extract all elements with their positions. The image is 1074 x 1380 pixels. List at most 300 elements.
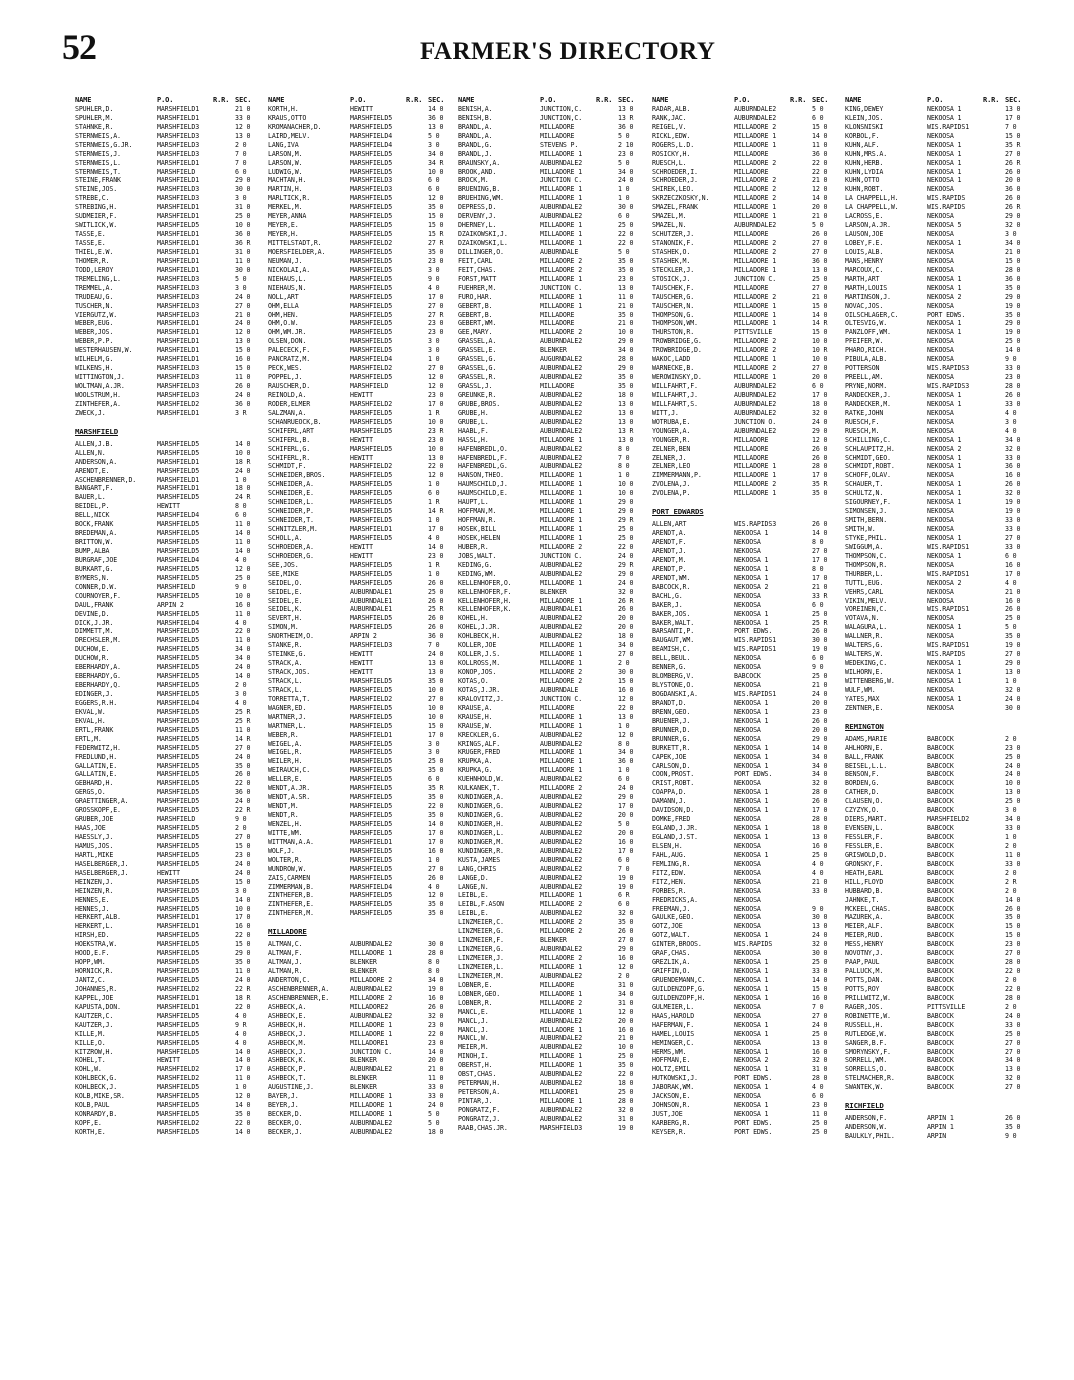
entry-po: AUBURNDALE1 xyxy=(350,587,393,596)
entry-po: MARSHFIELD5 xyxy=(350,676,393,685)
entry-po: NEKOOSA xyxy=(734,886,761,895)
entry-po: NEKOOSA 1 xyxy=(927,328,962,337)
directory-entry xyxy=(75,275,263,284)
entry-po: AUBURNDALE2 xyxy=(540,855,583,864)
entry-po: AUBURNDALE xyxy=(540,685,579,694)
entry-sec: 35 0 xyxy=(618,382,634,390)
entry-name: MEYER,H. xyxy=(268,230,299,239)
entry-po: NEKOOSA 1 xyxy=(734,743,769,752)
entry-name: LINZMEIER,L. xyxy=(458,962,504,971)
entry-po: MARSHFIELD5 xyxy=(350,685,393,694)
entry-po: AUBURNDALE2 xyxy=(540,1070,583,1079)
entry-name: HAABL,F. xyxy=(458,426,489,435)
entry-po: AUBURNDALE2 xyxy=(540,623,583,632)
entry-sec: 5 0 xyxy=(812,221,824,230)
entry-po: WIS.RAPIDS1 xyxy=(927,569,970,578)
entry-sec: 27 0 xyxy=(428,364,444,373)
entry-po: MARSHFIELD1 xyxy=(157,408,200,417)
entry-po: MARSHFIELD5 xyxy=(157,904,200,913)
entry-sec: 22 0 xyxy=(1005,984,1021,993)
directory-entry xyxy=(652,1021,840,1030)
directory-entry xyxy=(75,114,263,123)
entry-name: ROBINETTE,W. xyxy=(845,1011,891,1020)
entry-name: NIEHAUS,N. xyxy=(268,283,307,292)
entry-name: WALAGURA,L. xyxy=(845,623,888,632)
entry-po: BABCOCK xyxy=(927,1065,954,1074)
directory-entry xyxy=(268,958,456,967)
entry-po: MARSHFIELD5 xyxy=(350,256,393,265)
entry-name: KUHN,ROBT. xyxy=(845,185,884,194)
directory-entry xyxy=(268,570,456,579)
directory-entry xyxy=(75,726,263,735)
entry-sec: 2 0 xyxy=(1005,841,1017,850)
entry-sec: 15 0 xyxy=(235,346,251,355)
entry-name: WOTRUBA,E. xyxy=(652,417,691,426)
entry-sec: 24 0 xyxy=(1005,770,1021,779)
entry-po: MARSHFIELD5 xyxy=(350,444,393,453)
directory-entry xyxy=(75,194,263,203)
entry-sec: 14 0 xyxy=(812,743,828,752)
entry-po: NEKOOSA 1 xyxy=(927,435,962,444)
entry-sec: 34 0 xyxy=(235,645,251,654)
entry-po: AUBURNDALE2 xyxy=(734,399,777,408)
directory-entry xyxy=(268,985,456,994)
entry-po: NEKOOSA xyxy=(927,614,954,623)
entry-po: MARSHFIELD2 xyxy=(927,815,970,824)
directory-entry xyxy=(268,230,456,239)
directory-entry xyxy=(458,382,646,391)
entry-po: BABCOCK xyxy=(927,984,954,993)
directory-entry xyxy=(75,1030,263,1039)
header-rr: R.R. xyxy=(406,96,423,104)
directory-entry xyxy=(652,708,840,717)
entry-sec: 26 0 xyxy=(235,382,251,390)
entry-po: MARSHFIELD3 xyxy=(157,122,200,131)
entry-po: MARSHFIELD5 xyxy=(350,819,393,828)
directory-entry xyxy=(75,949,263,958)
directory-entry xyxy=(652,985,840,994)
entry-name: SPUHLER,D. xyxy=(75,104,114,113)
entry-po: NEKOOSA 2 xyxy=(734,1056,769,1065)
entry-sec: 1 0 xyxy=(428,355,440,364)
entry-sec: 28 0 xyxy=(812,462,828,471)
entry-po: NEKOOSA 1 xyxy=(927,158,962,167)
directory-entry xyxy=(652,150,840,159)
entry-po: NEKOOSA 1 xyxy=(927,149,962,158)
entry-sec: 11 0 xyxy=(812,1110,828,1119)
entry-po: BABCOCK xyxy=(927,1074,954,1083)
entry-po: BABCOCK xyxy=(927,824,954,833)
entry-name: GOTZ,WALT. xyxy=(652,931,691,940)
entry-name: VIERGUTZ,W. xyxy=(75,310,118,319)
entry-sec: 23 0 xyxy=(428,256,444,265)
entry-name: SCHROEDER,J. xyxy=(652,176,698,185)
entry-po: BABCOCK xyxy=(927,1020,954,1029)
directory-entry xyxy=(268,838,456,847)
entry-sec: 8 0 xyxy=(235,502,247,511)
entry-po: AUBURNDALE2 xyxy=(350,984,393,993)
entry-name: WEIRAUCH,C. xyxy=(268,766,311,775)
directory-entry xyxy=(845,471,1033,480)
entry-po: MARSHFIELD5 xyxy=(157,221,200,230)
directory-entry xyxy=(845,480,1033,489)
entry-sec: 36 0 xyxy=(235,399,251,408)
directory-entry xyxy=(268,722,456,731)
directory-entry xyxy=(75,547,263,556)
entry-sec: 12 0 xyxy=(428,373,444,382)
entry-name: ZINTHEFER,A. xyxy=(75,399,121,408)
entry-name: KOPF,E. xyxy=(75,1119,102,1127)
entry-name: NOVOTNY,J. xyxy=(845,949,884,958)
entry-name: WITTINGTON,J. xyxy=(75,373,125,382)
entry-po: AUBURNDALE2 xyxy=(540,873,583,882)
entry-name: KOHEL,H. xyxy=(458,614,489,623)
entry-name: HORNICK,R. xyxy=(75,967,114,976)
entry-sec: 25 0 xyxy=(618,221,634,230)
directory-entry xyxy=(75,788,263,797)
entry-name: PONGRATZ,J. xyxy=(458,1114,501,1123)
entry-po: MILLADORE 1 xyxy=(540,1097,583,1105)
entry-sec: 7 0 xyxy=(618,453,630,462)
entry-po: NEKOOSA xyxy=(927,516,954,525)
entry-name: SORRELL,WM. xyxy=(845,1056,888,1065)
entry-sec: 3 0 xyxy=(235,194,247,203)
entry-po: NEKOOSA xyxy=(734,734,761,743)
directory-entry xyxy=(75,150,263,159)
entry-sec: 5 0 xyxy=(235,274,247,283)
entry-name: MACHTAN,H. xyxy=(268,176,307,185)
entry-po: MILLADORE 1 xyxy=(540,194,583,203)
directory-entry xyxy=(458,1079,646,1088)
entry-po: NEKOOSA xyxy=(927,471,954,480)
entry-sec: 8 0 xyxy=(428,958,440,967)
directory-entry xyxy=(652,159,840,168)
entry-sec: 27 0 xyxy=(812,283,828,292)
entry-sec: 25 R xyxy=(428,605,444,614)
column-header xyxy=(652,96,840,105)
entry-name: KRUPKA,A. xyxy=(458,757,493,766)
entry-sec: 21 0 xyxy=(618,1034,634,1043)
directory-entry xyxy=(268,194,456,203)
entry-name: TASSE,E. xyxy=(75,239,106,247)
entry-sec: 21 0 xyxy=(235,310,251,319)
entry-sec: 25 0 xyxy=(1005,337,1021,346)
directory-entry xyxy=(458,891,646,900)
entry-name: FREEMAN,J. xyxy=(652,904,691,913)
directory-entry xyxy=(652,427,840,436)
directory-entry xyxy=(268,1048,456,1057)
directory-entry xyxy=(652,364,840,373)
entry-name: KRAUSE,H. xyxy=(458,712,493,721)
entry-sec: 10 0 xyxy=(428,703,444,712)
entry-sec: 18 0 xyxy=(618,632,634,641)
entry-name: ZINTHEFER,E. xyxy=(268,900,314,909)
entry-sec: 31 0 xyxy=(618,980,634,989)
entry-po: MARSHFIELD3 xyxy=(157,364,200,373)
directory-entry xyxy=(458,391,646,400)
entry-sec: 23 0 xyxy=(812,1101,828,1110)
entry-sec: 27 0 xyxy=(812,547,828,555)
entry-sec: 19 0 xyxy=(1005,641,1021,650)
entry-po: MARSHFIELD1 xyxy=(157,913,200,922)
entry-name: MITTELSTADT,R. xyxy=(268,239,322,247)
entry-name: ASCHENBRENNER,A. xyxy=(268,984,330,993)
directory-entry xyxy=(268,311,456,320)
entry-sec: 27 0 xyxy=(812,247,828,256)
entry-po: MARSHFIELD5 xyxy=(350,578,393,587)
directory-entry xyxy=(845,1074,1033,1083)
entry-po: MARSHFIELD5 xyxy=(157,681,200,690)
entry-sec: 4 0 xyxy=(428,533,440,542)
directory-entry xyxy=(652,1083,840,1092)
entry-sec: 23 0 xyxy=(428,328,444,337)
entry-sec: 6 0 xyxy=(812,1092,824,1101)
entry-name: THIEL,E.W. xyxy=(75,247,114,256)
directory-entry xyxy=(652,645,840,654)
header-rr: R.R. xyxy=(213,96,230,104)
directory-entry xyxy=(458,561,646,570)
entry-sec: 10 0 xyxy=(618,1043,634,1052)
entry-name: FITZ,EDW. xyxy=(652,868,687,877)
directory-entry xyxy=(75,284,263,293)
entry-name: COAPPA,D. xyxy=(652,788,687,797)
directory-entry xyxy=(268,284,456,293)
directory-entry xyxy=(268,579,456,588)
entry-name: LINZMEIER,F. xyxy=(458,936,504,945)
entry-name: HAFENBREDL,G. xyxy=(458,462,508,471)
entry-name: THOMPSON,C. xyxy=(845,551,888,560)
entry-name: LOBEY,F.E. xyxy=(845,239,884,247)
entry-po: NEKOOSA xyxy=(927,185,954,194)
directory-entry xyxy=(75,176,263,185)
entry-po: MARSHFIELD5 xyxy=(157,841,200,850)
directory-entry xyxy=(652,547,840,556)
entry-sec: 19 0 xyxy=(618,873,634,882)
entry-sec: 29 0 xyxy=(235,949,251,958)
entry-name: EGLAND,J.ST. xyxy=(652,833,698,841)
entry-name: LANGE,D. xyxy=(458,873,489,882)
entry-name: ASHBECK,K. xyxy=(268,1056,307,1065)
entry-po: NEKOOSA 1 xyxy=(927,453,962,462)
directory-entry xyxy=(75,1101,263,1110)
entry-po: MARSHFIELD2 xyxy=(157,399,200,408)
entry-name: KUNDINGER,R. xyxy=(458,846,504,855)
entry-name: LUDWIG,W. xyxy=(268,167,303,176)
directory-entry xyxy=(75,1119,263,1128)
entry-po: PORT EDWS. xyxy=(734,1127,773,1136)
entry-sec: 21 0 xyxy=(235,104,251,113)
entry-sec: 20 0 xyxy=(618,811,634,819)
entry-name: BELL,NICK xyxy=(75,511,110,520)
entry-name: FREDLUND,H. xyxy=(75,752,118,761)
entry-sec: 26 0 xyxy=(428,623,444,632)
entry-name: ASHBECK,H. xyxy=(268,1020,307,1029)
entry-name: SCHANRUEOCK,B. xyxy=(268,417,322,426)
entry-sec: 34 0 xyxy=(618,989,634,998)
entry-name: RATKE,JOHN xyxy=(845,408,884,417)
entry-name: ALTMAN,R. xyxy=(268,967,303,976)
entry-po: AUBURNDALE2 xyxy=(734,408,777,417)
directory-entry xyxy=(845,614,1033,623)
entry-sec: 33 0 xyxy=(1005,1020,1021,1029)
directory-entry xyxy=(652,328,840,337)
directory-entry xyxy=(268,1003,456,1012)
entry-name: JOBS,WALT. xyxy=(458,551,497,560)
directory-entry xyxy=(75,373,263,382)
directory-entry xyxy=(845,489,1033,498)
entry-name: HERMS,WM. xyxy=(652,1047,687,1056)
entry-name: OBERST,H. xyxy=(458,1061,493,1070)
entry-sec: 24 0 xyxy=(235,752,251,761)
entry-name: GRUBER,JOE xyxy=(75,815,114,824)
entry-name: BREDEMAN,A. xyxy=(75,529,118,538)
entry-po: MARSHFIELD5 xyxy=(157,439,200,448)
entry-name: BRITTON,W. xyxy=(75,538,114,547)
header-sec: SEC. xyxy=(1005,96,1022,104)
entry-sec: 20 0 xyxy=(812,725,828,734)
entry-name: PIBULA,ALB. xyxy=(845,355,888,364)
entry-name: HARTL,MIKE xyxy=(75,850,114,859)
entry-name: GRAETTINGER,A. xyxy=(75,797,129,806)
entry-po: ARPIN 2 xyxy=(350,632,377,641)
entry-name: WEBER,EUG. xyxy=(75,319,114,328)
header-sec: SEC. xyxy=(428,96,445,104)
entry-po: JUNCTION,C. xyxy=(540,104,583,113)
entry-sec: 23 0 xyxy=(428,435,444,444)
directory-entry xyxy=(652,824,840,833)
entry-po: MILLADORE 1 xyxy=(540,516,583,525)
entry-name: WAKOC,LADD xyxy=(652,355,691,364)
entry-po: NEKOOSA 1 xyxy=(734,824,769,833)
entry-name: FEIT,CARL xyxy=(458,256,493,265)
entry-name: KLONSNISKI xyxy=(845,122,884,131)
directory-entry xyxy=(458,1115,646,1124)
entry-po: MILLADORE 2 xyxy=(350,993,393,1002)
directory-entry xyxy=(652,976,840,985)
directory-entry xyxy=(652,753,840,762)
entry-name: SMITH,BERN. xyxy=(845,516,888,525)
directory-entry xyxy=(845,940,1033,949)
entry-name: YOUNGER,A. xyxy=(652,426,691,435)
entry-sec: 29 0 xyxy=(618,364,634,373)
entry-name: RAGER,JOS. xyxy=(845,1002,884,1011)
entry-name: BRANDL,J. xyxy=(458,149,493,158)
entry-sec: 32 0 xyxy=(428,1011,444,1020)
entry-sec: 18 0 xyxy=(428,1127,444,1136)
directory-entry xyxy=(75,940,263,949)
entry-po: NEKOOSA xyxy=(927,426,954,435)
entry-po: MILLADORE 1 xyxy=(540,721,583,730)
directory-entry xyxy=(845,168,1033,177)
entry-po: MARSHFIELD1 xyxy=(350,837,393,846)
entry-po: MILLADORE 1 xyxy=(540,757,583,766)
entry-sec: 35 0 xyxy=(1005,283,1021,292)
entry-name: DERVENY,J. xyxy=(458,212,497,221)
entry-po: AUBURNDALE2 xyxy=(540,802,583,811)
entry-sec: 17 0 xyxy=(235,1065,251,1074)
entry-po: MILLADORE 2 xyxy=(350,976,393,984)
entry-name: WENDT,R. xyxy=(268,811,299,819)
entry-name: SWITLICK,W. xyxy=(75,221,118,230)
entry-po: MARSHFIELD5 xyxy=(350,346,393,355)
directory-entry xyxy=(845,1021,1033,1030)
entry-po: MILLADORE 1 xyxy=(350,1092,393,1101)
entry-sec: 9 0 xyxy=(1005,355,1017,364)
entry-po: MILLADORE xyxy=(540,131,575,140)
entry-name: NEUMAN,J. xyxy=(268,256,303,265)
entry-sec: 27 R xyxy=(428,239,444,247)
entry-po: HEWITT xyxy=(350,659,373,668)
entry-name: RUESCH,M. xyxy=(845,426,880,435)
directory-entry xyxy=(458,400,646,409)
entry-po: MARSHFIELD5 xyxy=(157,663,200,672)
entry-sec: 31 0 xyxy=(812,1065,828,1074)
entry-sec: 24 0 xyxy=(428,650,444,659)
directory-entry xyxy=(458,275,646,284)
entry-sec: 13 0 xyxy=(618,104,634,113)
entry-sec: 12 0 xyxy=(235,328,251,337)
directory-entry xyxy=(845,704,1033,713)
entry-sec: 25 0 xyxy=(618,533,634,542)
directory-entry xyxy=(652,114,840,123)
entry-name: THOMPSON,G. xyxy=(652,310,695,319)
entry-po: WIS.RAPIDS1 xyxy=(734,645,777,654)
entry-name: OHM,O.W. xyxy=(268,319,299,328)
entry-po: NEKOOSA 1 xyxy=(734,1020,769,1029)
entry-po: MARSHFIELD5 xyxy=(350,221,393,230)
entry-name: MARLTICK,R. xyxy=(268,194,311,203)
entry-name: SEIDEL,E. xyxy=(268,596,303,605)
entry-name: KROMANACHER,D. xyxy=(268,122,322,131)
entry-sec: 19 0 xyxy=(1005,507,1021,516)
entry-sec: 17 0 xyxy=(812,806,828,815)
entry-po: BABCOCK xyxy=(927,958,954,967)
directory-entry xyxy=(458,105,646,114)
entry-name: KAUTZER,J. xyxy=(75,1020,114,1029)
entry-sec: 22 0 xyxy=(428,1029,444,1038)
entry-sec: 33 0 xyxy=(1005,399,1021,408)
entry-name: CRIST,ROBT. xyxy=(652,779,695,788)
entry-po: BLENKER xyxy=(350,967,377,976)
entry-po: BABCOCK xyxy=(927,752,954,761)
entry-po: MILLADORE xyxy=(540,980,575,989)
entry-name: HOFFMAN,E. xyxy=(652,1056,691,1065)
entry-name: ARENDT,J. xyxy=(652,547,687,555)
directory-entry xyxy=(652,887,840,896)
entry-sec: 26 0 xyxy=(812,797,828,806)
entry-sec: 16 0 xyxy=(428,846,444,855)
entry-sec: 4 0 xyxy=(812,859,824,868)
entry-name: WOLF,J. xyxy=(268,846,295,855)
entry-name: POTTS,DAN. xyxy=(845,976,884,984)
entry-name: MARTH,LOUIS xyxy=(845,283,888,292)
entry-name: MARTINSON,J. xyxy=(845,292,891,301)
entry-sec: 19 0 xyxy=(618,1123,634,1132)
directory-entry xyxy=(458,713,646,722)
entry-name: BAKER,JOS. xyxy=(652,609,691,618)
entry-name: BAKER,J. xyxy=(652,600,683,609)
directory-entry xyxy=(75,994,263,1003)
entry-sec: 14 0 xyxy=(1005,346,1021,355)
entry-name: KELLENHOFER,K. xyxy=(458,605,512,614)
entry-sec: 4 0 xyxy=(812,868,824,877)
directory-entry xyxy=(75,257,263,266)
directory-entry xyxy=(845,788,1033,797)
entry-po: BABCOCK xyxy=(927,895,954,904)
entry-po: MARSHFIELD5 xyxy=(157,824,200,833)
directory-entry xyxy=(268,994,456,1003)
entry-po: JUNCTION C. xyxy=(540,176,583,185)
